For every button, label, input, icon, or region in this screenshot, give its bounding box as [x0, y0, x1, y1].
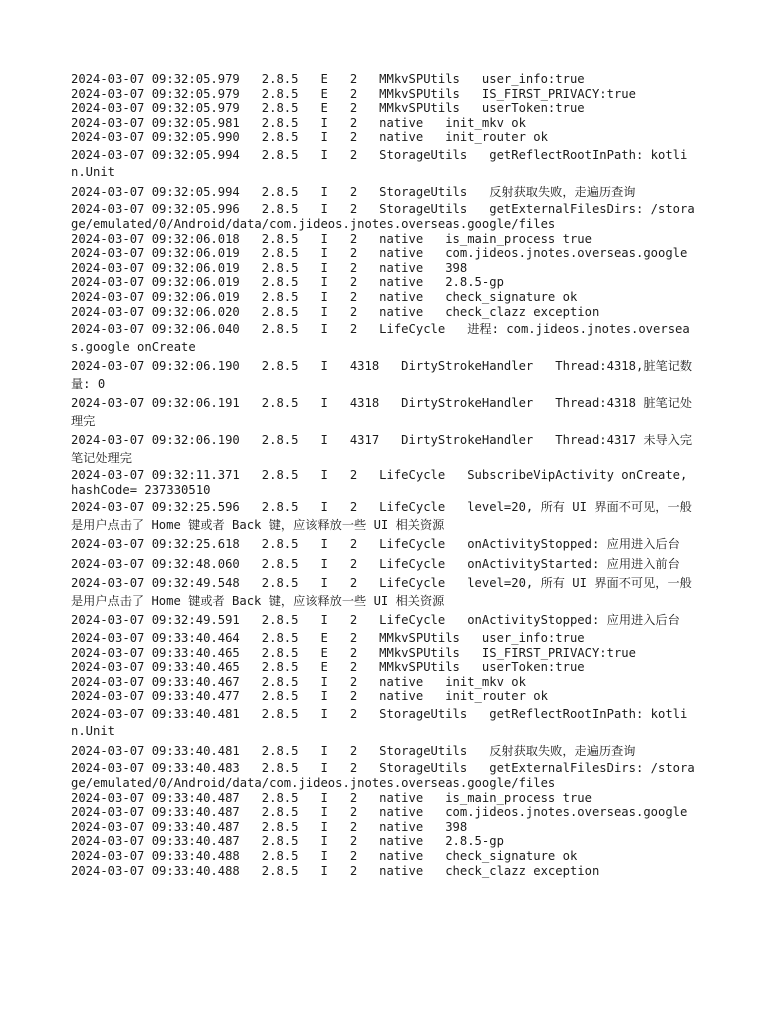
log-entry: 2024-03-07 09:32:05.981 2.8.5 I 2 native init_mkv ok — [71, 115, 526, 130]
log-entry: 2024-03-07 09:32:05.996 2.8.5 I 2 StorageUtils getExternalFilesDirs: /storage/emulated/0/Android/data/com.jideos.jnotes.overseas.google/files — [71, 202, 695, 232]
log-entry: 2024-03-07 09:32:48.060 2.8.5 I 2 LifeCycle onActivityStarted: 应用进入前台 — [71, 556, 680, 571]
log-entry: 2024-03-07 09:33:40.465 2.8.5 E 2 MMkvSPUtils IS_FIRST_PRIVACY:true — [71, 645, 636, 660]
log-entry: 2024-03-07 09:32:05.979 2.8.5 E 2 MMkvSPUtils userToken:true — [71, 101, 585, 116]
log-entry: 2024-03-07 09:32:05.979 2.8.5 E 2 MMkvSPUtils user_info:true — [71, 72, 585, 86]
log-entry: 2024-03-07 09:33:40.467 2.8.5 I 2 native init_mkv ok — [71, 674, 526, 689]
log-entry: 2024-03-07 09:32:06.040 2.8.5 I 2 LifeCycle 进程: com.jideos.jnotes.overseas.google onCreate — [71, 322, 690, 354]
log-entry: 2024-03-07 09:33:40.464 2.8.5 E 2 MMkvSPUtils user_info:true — [71, 630, 585, 645]
log-entry: 2024-03-07 09:32:05.979 2.8.5 E 2 MMkvSPUtils IS_FIRST_PRIVACY:true — [71, 86, 636, 101]
log-entry: 2024-03-07 09:33:40.481 2.8.5 I 2 StorageUtils getReflectRootInPath: kotlin.Unit — [71, 706, 688, 739]
log-entry: 2024-03-07 09:32:06.191 2.8.5 I 4318 DirtyStrokeHandler Thread:4318 脏笔记处理完 — [71, 396, 693, 428]
log-entry: 2024-03-07 09:32:06.019 2.8.5 I 2 native 2.8.5-gp — [71, 275, 504, 290]
log-entry: 2024-03-07 09:32:11.371 2.8.5 I 2 LifeCycle SubscribeVipActivity onCreate, hashCode= 237330510 — [71, 468, 695, 497]
log-entry: 2024-03-07 09:32:06.019 2.8.5 I 2 native com.jideos.jnotes.overseas.google — [71, 246, 688, 261]
log-entry: 2024-03-07 09:32:49.548 2.8.5 I 2 LifeCycle level=20, 所有 UI 界面不可见，一般是用户点击了 Home 键或者 Back 键，应该释放一些 UI 相关资源 — [71, 576, 692, 608]
log-entry: 2024-03-07 09:32:06.018 2.8.5 I 2 native is_main_process true — [71, 231, 592, 246]
log-entry: 2024-03-07 09:32:05.994 2.8.5 I 2 StorageUtils getReflectRootInPath: kotlin.Unit — [71, 147, 688, 180]
log-entry: 2024-03-07 09:33:40.465 2.8.5 E 2 MMkvSPUtils userToken:true — [71, 660, 585, 675]
log-entry: 2024-03-07 09:32:49.591 2.8.5 I 2 LifeCycle onActivityStopped: 应用进入后台 — [71, 613, 680, 628]
log-entry: 2024-03-07 09:33:40.477 2.8.5 I 2 native init_router ok — [71, 689, 548, 704]
log-entry: 2024-03-07 09:33:40.487 2.8.5 I 2 native com.jideos.jnotes.overseas.google — [71, 805, 688, 820]
log-entry: 2024-03-07 09:32:06.020 2.8.5 I 2 native check_clazz exception — [71, 304, 600, 319]
log-entry: 2024-03-07 09:33:40.481 2.8.5 I 2 StorageUtils 反射获取失败，走遍历查询 — [71, 743, 636, 758]
log-entry: 2024-03-07 09:32:25.596 2.8.5 I 2 LifeCycle level=20, 所有 UI 界面不可见，一般是用户点击了 Home 键或者 Back 键，应该释放一些 UI 相关资源 — [71, 500, 692, 532]
log-entry: 2024-03-07 09:32:06.019 2.8.5 I 2 native check_signature ok — [71, 290, 578, 305]
log-entry: 2024-03-07 09:33:40.488 2.8.5 I 2 native check_clazz exception — [71, 863, 600, 878]
log-entry: 2024-03-07 09:33:40.487 2.8.5 I 2 native 398 — [71, 819, 468, 834]
log-entry: 2024-03-07 09:32:05.994 2.8.5 I 2 StorageUtils 反射获取失败，走遍历查询 — [71, 184, 636, 199]
log-entry: 2024-03-07 09:32:06.019 2.8.5 I 2 native 398 — [71, 260, 468, 275]
log-entry: 2024-03-07 09:33:40.487 2.8.5 I 2 native 2.8.5-gp — [71, 834, 504, 849]
log-text-block — [71, 72, 699, 878]
log-entry: 2024-03-07 09:32:06.190 2.8.5 I 4317 DirtyStrokeHandler Thread:4317 未导入完笔记处理完 — [71, 433, 693, 465]
log-entry: 2024-03-07 09:32:05.990 2.8.5 I 2 native init_router ok — [71, 130, 548, 145]
log-entry: 2024-03-07 09:32:25.618 2.8.5 I 2 LifeCycle onActivityStopped: 应用进入后台 — [71, 537, 680, 552]
log-entry: 2024-03-07 09:33:40.487 2.8.5 I 2 native is_main_process true — [71, 790, 592, 805]
log-entry: 2024-03-07 09:32:06.190 2.8.5 I 4318 DirtyStrokeHandler Thread:4318,脏笔记数量: 0 — [71, 359, 693, 391]
log-entry: 2024-03-07 09:33:40.488 2.8.5 I 2 native check_signature ok — [71, 848, 578, 863]
log-entry: 2024-03-07 09:33:40.483 2.8.5 I 2 StorageUtils getExternalFilesDirs: /storage/emulated/0/Android/data/com.jideos.jnotes.overseas.google/files — [71, 761, 695, 790]
